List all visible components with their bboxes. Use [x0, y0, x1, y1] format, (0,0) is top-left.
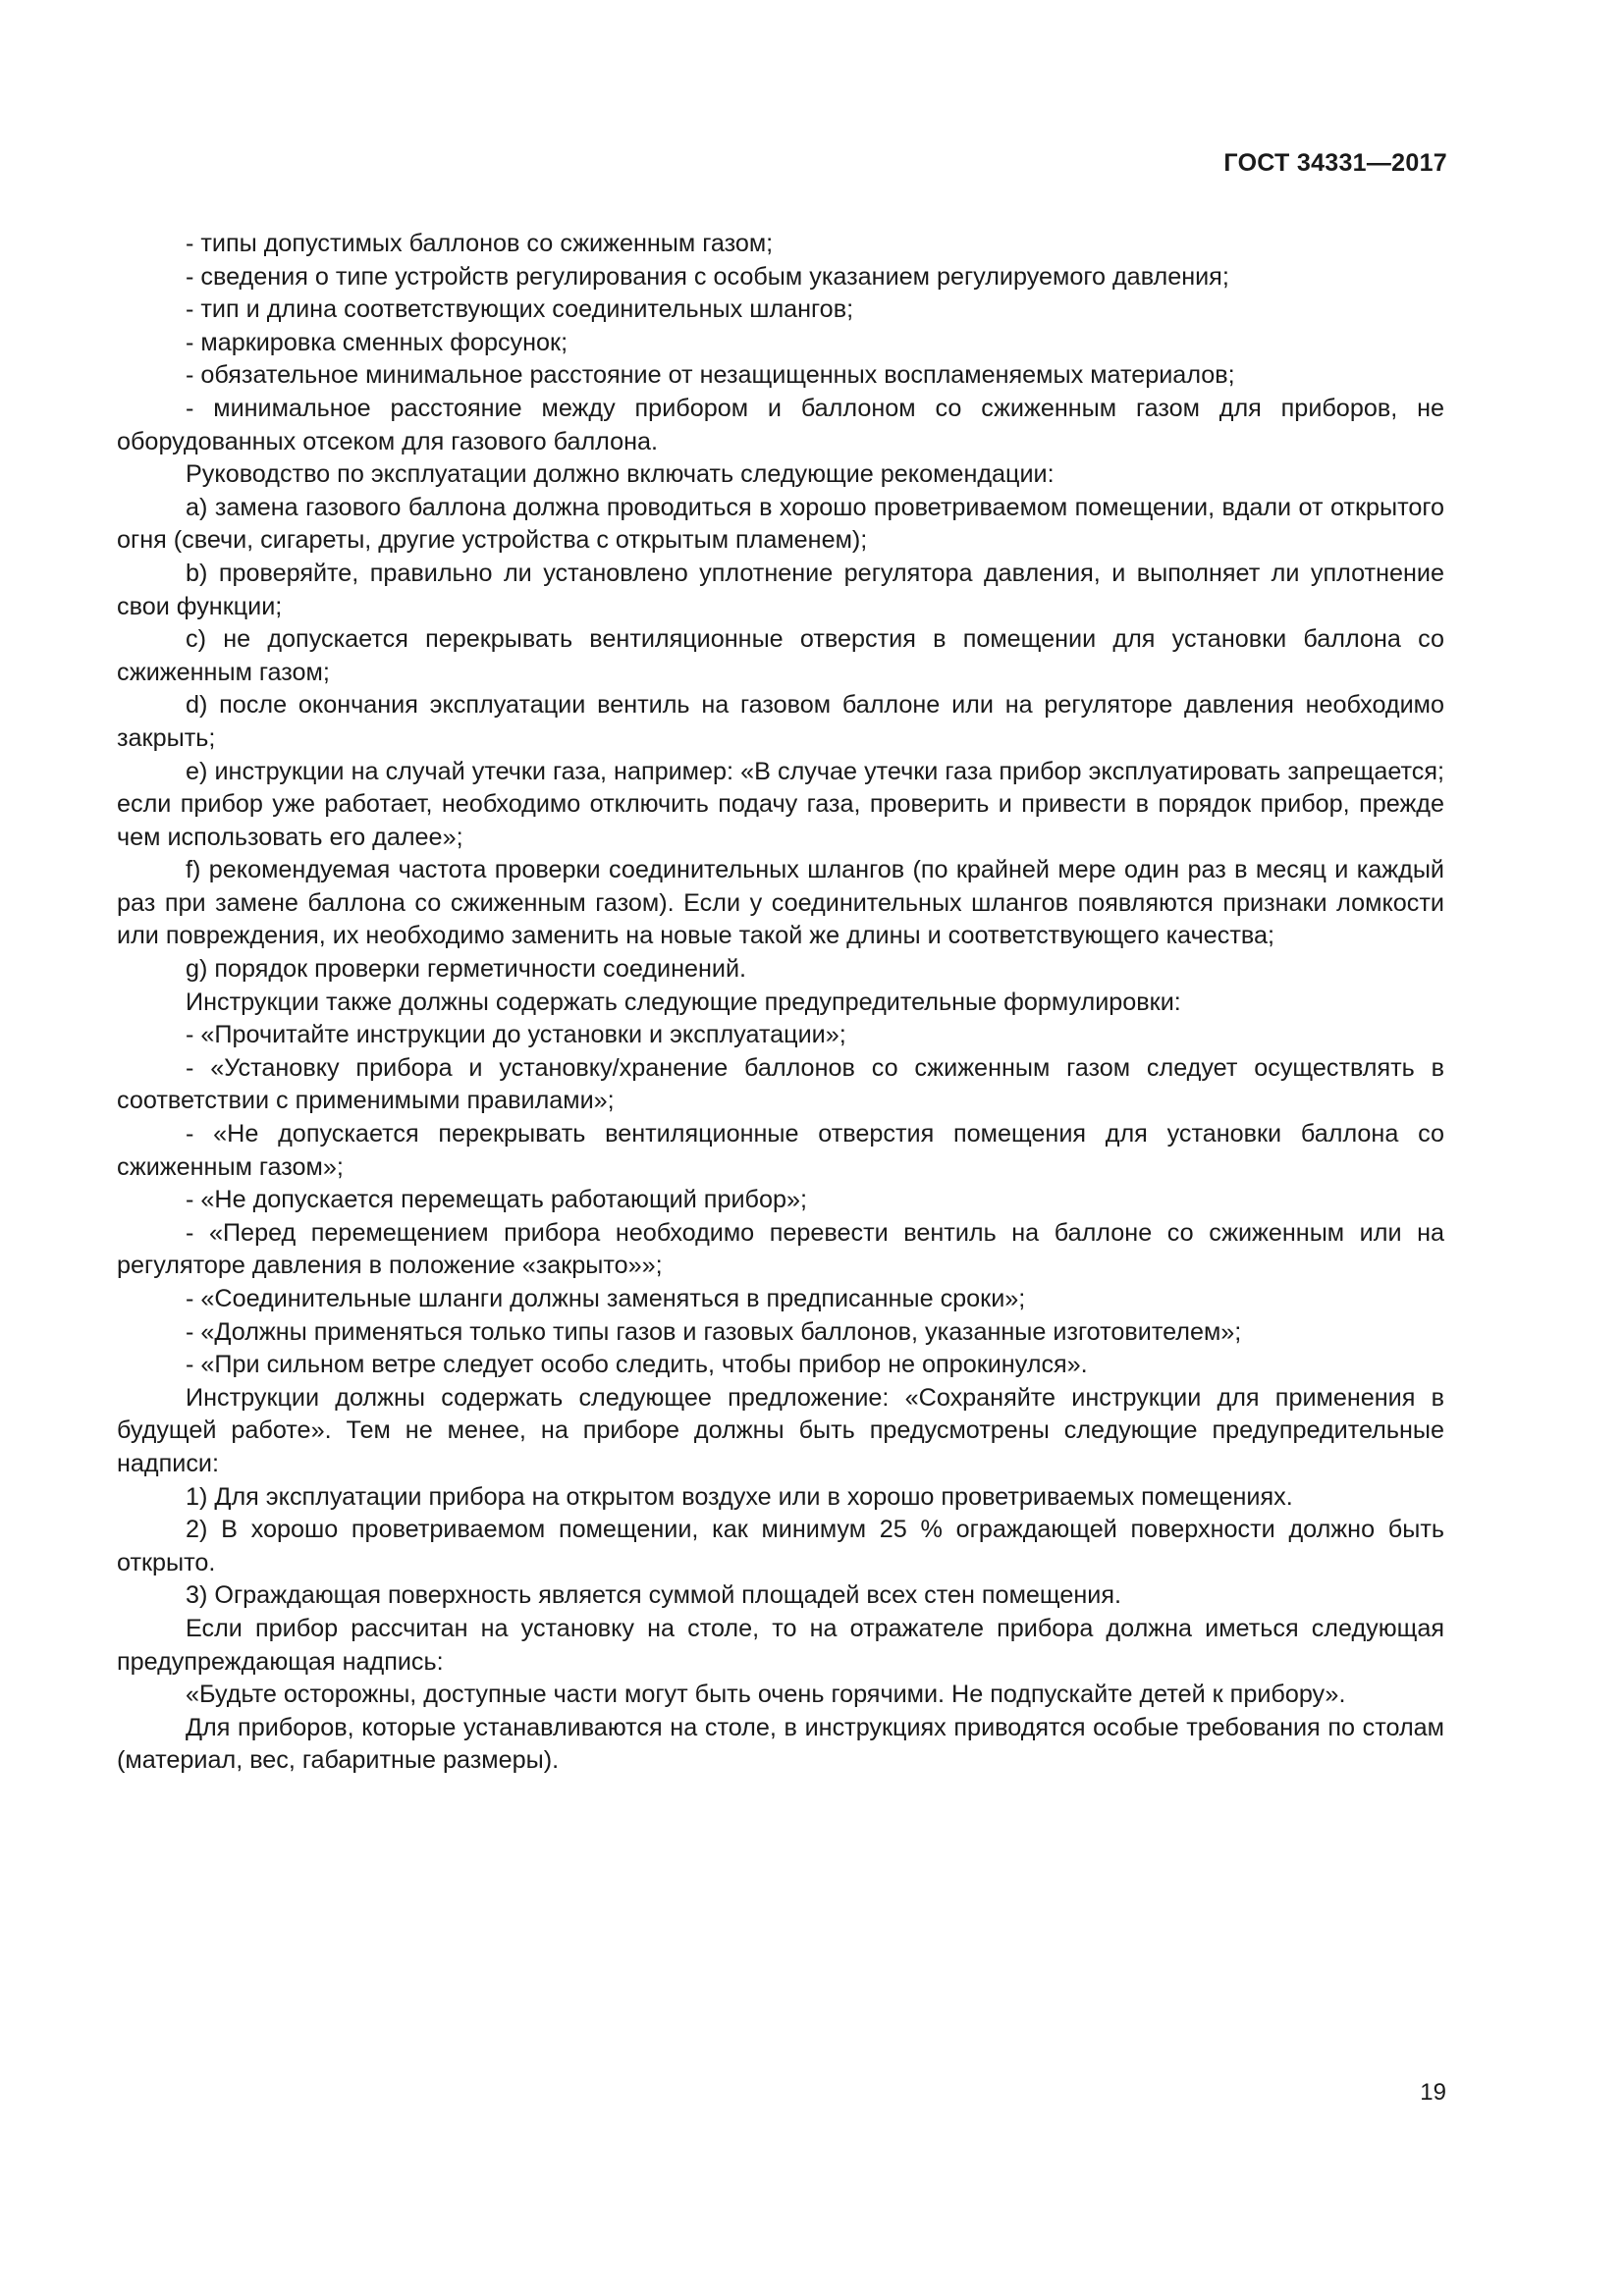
- paragraph: - «Прочитайте инструкции до установки и эксплуатации»;: [186, 1021, 846, 1049]
- paragraph: - типы допустимых баллонов со сжиженным газом;: [186, 230, 774, 257]
- paragraph: Руководство по эксплуатации должно включать следующие рекомендации:: [186, 460, 1055, 489]
- paragraph: - «Не допускается перекрывать вентиляционные отверстия помещения для установки баллона со сжиженным газом»;: [117, 1120, 1444, 1181]
- paragraph: - «Не допускается перемещать работающий прибор»;: [186, 1186, 807, 1214]
- paragraph: e) инструкции на случай утечки газа, например: «В случае утечки газа прибор эксплуатировать запрещается; если прибор уже работает, необходимо отключить подачу газа, проверить и привести в порядок прибор, прежде чем использовать его далее»;: [117, 757, 1444, 851]
- paragraph: - «Перед перемещением прибора необходимо перевести вентиль на баллоне со сжиженным или на регуляторе давления в положение «закрыто»»;: [117, 1218, 1444, 1280]
- paragraph: Инструкции должны содержать следующее предложение: «Сохраняйте инструкции для применения в будущей работе». Тем не менее, на приборе должны быть предусмотрены следующие предупредительные надписи:: [117, 1383, 1444, 1477]
- paragraph: 3) Ограждающая поверхность является суммой площадей всех стен помещения.: [186, 1581, 1121, 1610]
- paragraph: f) рекомендуемая частота проверки соединительных шлангов (по крайней мере один раз в месяц и каждый раз при замене баллона со сжиженным газом). Если у соединительных шлангов появляются признаки ломкости или повреждения, их необходимо заменить на новые такой же длины и соответствующего качества;: [117, 856, 1444, 950]
- paragraph: Инструкции также должны содержать следующие предупредительные формулировки:: [186, 988, 1181, 1016]
- page-number: 19: [1420, 2079, 1446, 2106]
- paragraph: 2) В хорошо проветриваемом помещении, как минимум 25 % ограждающей поверхности должно быть открыто.: [117, 1516, 1444, 1576]
- paragraph: - сведения о типе устройств регулирования с особым указанием регулируемого давления;: [186, 262, 1229, 291]
- paragraph: - обязательное минимальное расстояние от незащищенных воспламеняемых материалов;: [186, 361, 1235, 390]
- paragraph: Для приборов, которые устанавливаются на столе, в инструкциях приводятся особые требования по столам (материал, вес, габаритные размеры).: [117, 1713, 1444, 1775]
- paragraph: a) замена газового баллона должна проводиться в хорошо проветриваемом помещении, вдали от открытого огня (свечи, сигареты, другие устройства с открытым пламенем);: [117, 493, 1444, 555]
- paragraph: - «Должны применяться только типы газов и газовых баллонов, указанные изготовителем»;: [186, 1317, 1242, 1346]
- standard-code-header: ГОСТ 34331—2017: [1223, 149, 1447, 177]
- paragraph: Если прибор рассчитан на установку на столе, то на отражателе прибора должна иметься следующая предупреждающая надпись:: [117, 1614, 1444, 1676]
- paragraph: - «При сильном ветре следует особо следить, чтобы прибор не опрокинулся».: [186, 1351, 1088, 1379]
- paragraph: d) после окончания эксплуатации вентиль на газовом баллоне или на регуляторе давления необходимо закрыть;: [117, 691, 1444, 752]
- paragraph: c) не допускается перекрывать вентиляционные отверстия в помещении для установки баллона со сжиженным газом;: [117, 625, 1444, 686]
- paragraph: 1) Для эксплуатации прибора на открытом воздухе или в хорошо проветриваемых помещениях.: [186, 1482, 1293, 1511]
- paragraph: - «Установку прибора и установку/хранение баллонов со сжиженным газом следует осуществлять в соответствии с применимыми правилами»;: [117, 1053, 1444, 1115]
- paragraph: - минимальное расстояние между прибором и баллоном со сжиженным газом для приборов, не оборудованных отсеком для газового баллона.: [117, 394, 1444, 455]
- paragraph: b) проверяйте, правильно ли установлено уплотнение регулятора давления, и выполняет ли уплотнение свои функции;: [117, 559, 1444, 620]
- paragraph: - тип и длина соответствующих соединительных шлангов;: [186, 295, 854, 324]
- paragraph: g) порядок проверки герметичности соединений.: [186, 955, 747, 984]
- paragraph: - «Соединительные шланги должны заменяться в предписанные сроки»;: [186, 1285, 1026, 1312]
- page-body: [117, 228, 1444, 1778]
- paragraph: «Будьте осторожны, доступные части могут быть очень горячими. Не подпускайте детей к прибору».: [186, 1681, 1346, 1709]
- paragraph: - маркировка сменных форсунок;: [186, 328, 568, 356]
